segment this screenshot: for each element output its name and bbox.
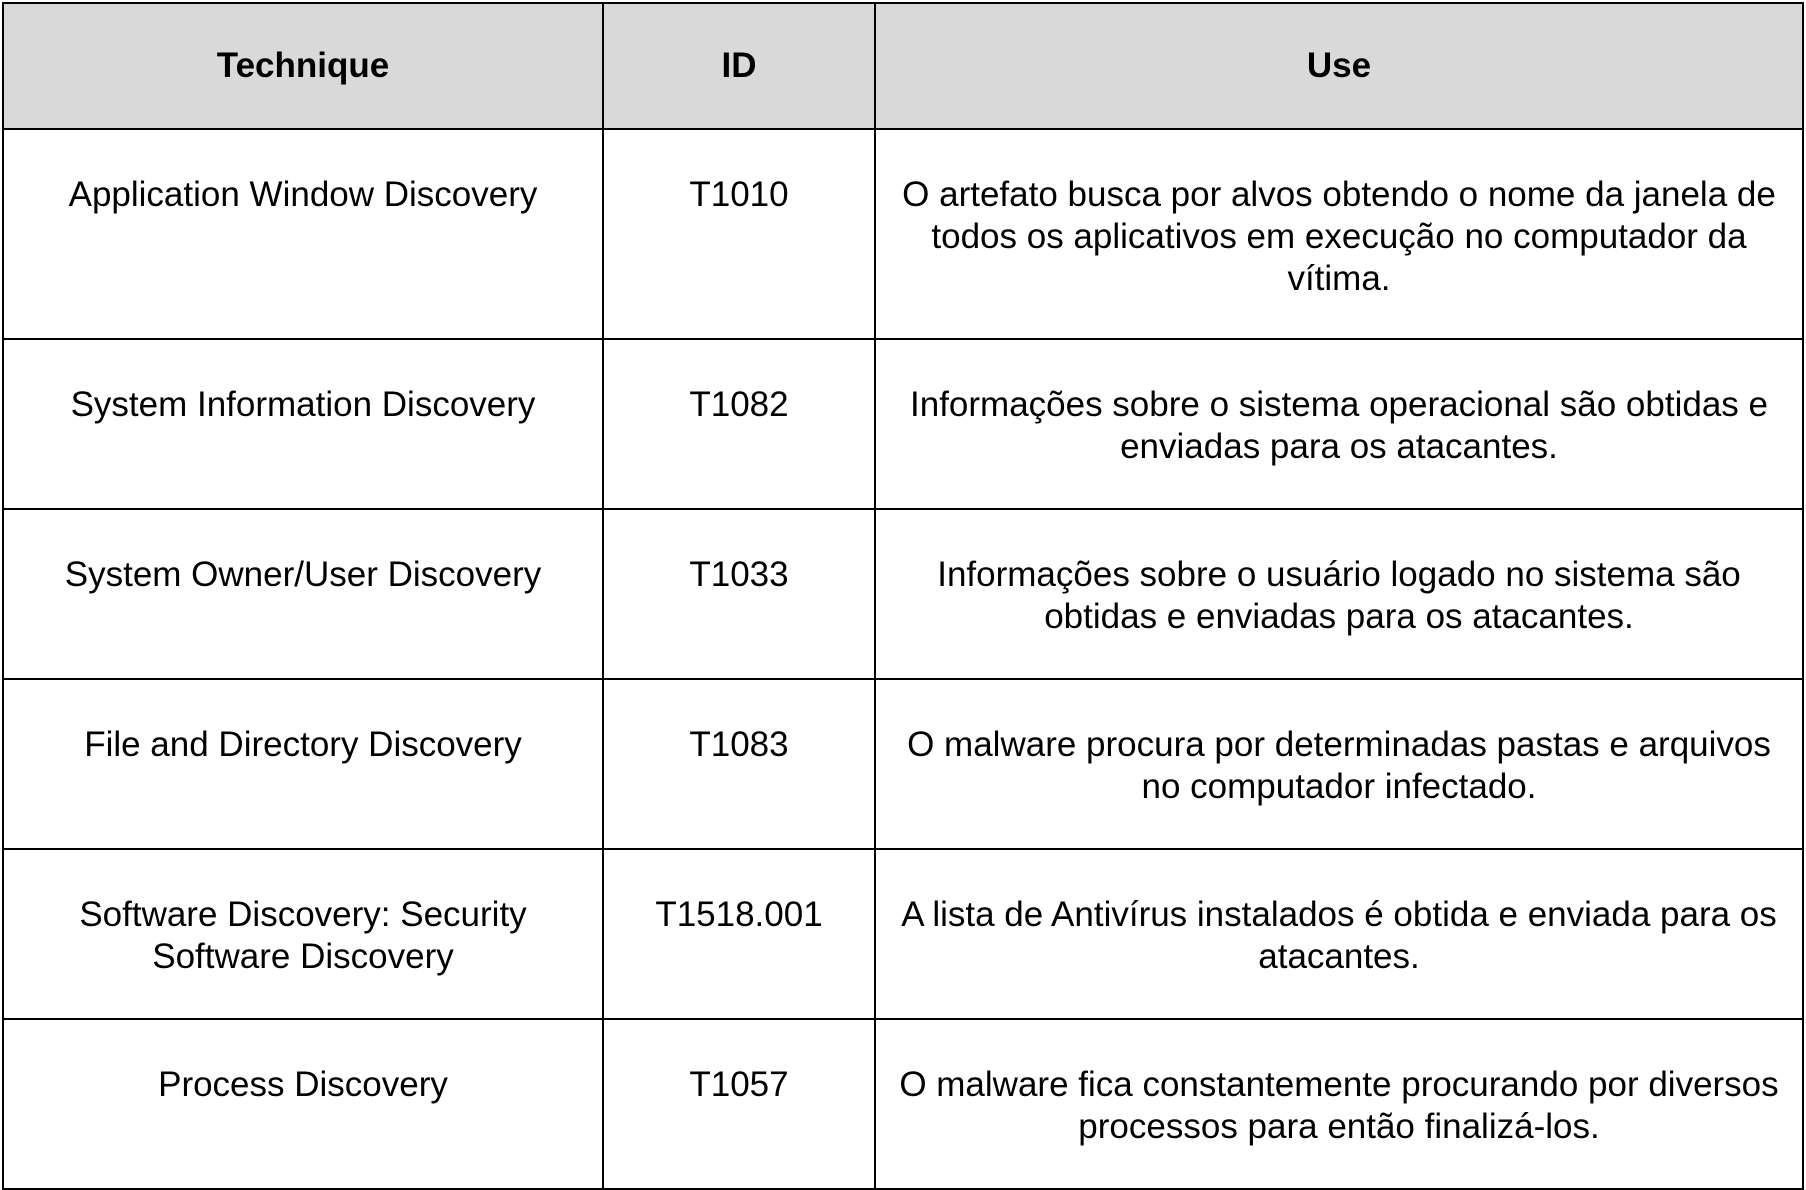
cell-use: O malware fica constantemente procurando por diversos processos para então finalizá-los.: [875, 1019, 1803, 1189]
table-row: [3, 509, 1803, 679]
table-row: [3, 339, 1803, 509]
cell-technique: Application Window Discovery: [3, 129, 603, 339]
header-id: ID: [603, 3, 875, 129]
cell-id: T1057: [603, 1019, 875, 1189]
cell-use: O artefato busca por alvos obtendo o nome da janela de todos os aplicativos em execução no computador da vítima.: [875, 129, 1803, 339]
header-row: [3, 3, 1803, 129]
table-body: [3, 129, 1803, 1189]
cell-id: T1518.001: [603, 849, 875, 1019]
cell-id: T1010: [603, 129, 875, 339]
table-row: [3, 679, 1803, 849]
cell-use: Informações sobre o usuário logado no sistema são obtidas e enviadas para os atacantes.: [875, 509, 1803, 679]
cell-technique: File and Directory Discovery: [3, 679, 603, 849]
cell-id: T1082: [603, 339, 875, 509]
header-technique: Technique: [3, 3, 603, 129]
cell-technique: System Owner/User Discovery: [3, 509, 603, 679]
table-row: [3, 849, 1803, 1019]
table-row: [3, 129, 1803, 339]
techniques-table: [2, 2, 1804, 1190]
table-header: [3, 3, 1803, 129]
cell-technique: Process Discovery: [3, 1019, 603, 1189]
cell-use: O malware procura por determinadas pastas e arquivos no computador infectado.: [875, 679, 1803, 849]
cell-use: A lista de Antivírus instalados é obtida e enviada para os atacantes.: [875, 849, 1803, 1019]
cell-technique: System Information Discovery: [3, 339, 603, 509]
cell-technique: Software Discovery: Security Software Discovery: [3, 849, 603, 1019]
cell-id: T1083: [603, 679, 875, 849]
table-row: [3, 1019, 1803, 1189]
header-use: Use: [875, 3, 1803, 129]
cell-id: T1033: [603, 509, 875, 679]
cell-use: Informações sobre o sistema operacional são obtidas e enviadas para os atacantes.: [875, 339, 1803, 509]
